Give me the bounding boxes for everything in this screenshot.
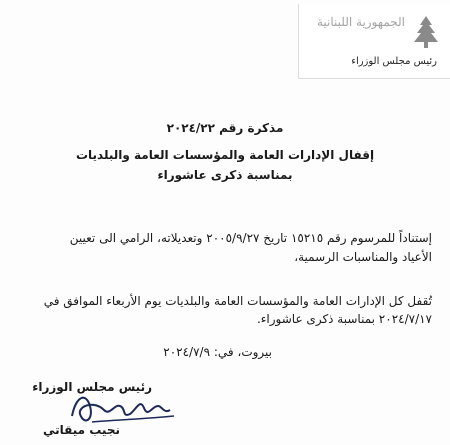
letterhead-title: الجمهورية اللبنانية [316,15,405,29]
memo-subject-line-2: بمناسبة ذكرى عاشوراء [157,168,293,182]
body-paragraph-1-line-1: إستناداً للمرسوم رقم ١٥٢١٥ تاريخ ٢٠٠٥/٩/٢٧ وتعديلاته، الرامي الى تعيين [69,231,432,245]
signer-title: رئيس مجلس الوزراء [32,380,152,394]
body-paragraph-1-line-2: الأعياد والمناسبات الرسمية، [294,250,432,264]
place-date: بيروت، في: ٢٠٢٤/٧/٩ [163,345,272,359]
cedar-icon [410,14,442,52]
body-paragraph-2-line-2: ٢٠٢٤/٧/١٧ بمناسبة ذكرى عاشوراء. [256,312,432,326]
body-paragraph-2-line-1: تُقفل كل الإدارات العامة والمؤسسات العامة والبلديات يوم الأربعاء الموافق في [43,294,432,308]
memo-number: مذكرة رقم ٢٠٢٤/٢٢ [166,121,284,135]
signer-name: نجيب ميقاتي [42,423,120,437]
letterhead-office: رئيس مجلس الوزراء [351,56,437,67]
memo-subject-line-1: إقفال الإدارات العامة والمؤسسات العامة والبلديات [75,148,375,162]
letterhead [298,4,450,79]
